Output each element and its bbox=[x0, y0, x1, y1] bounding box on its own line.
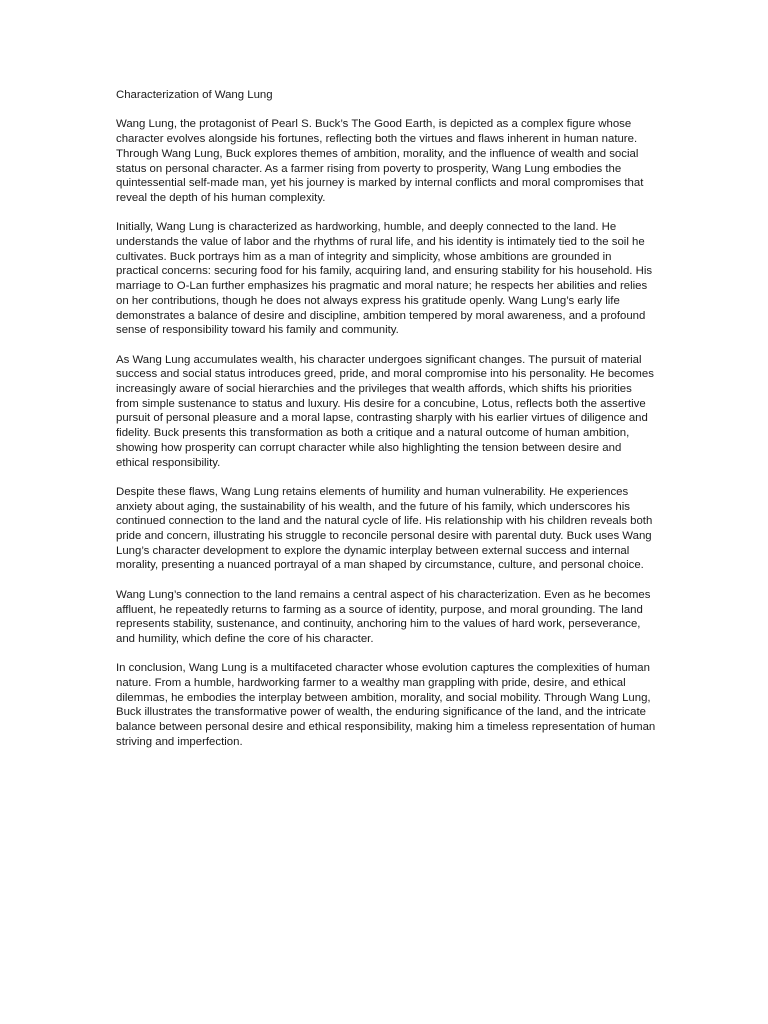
paragraph-6: In conclusion, Wang Lung is a multifaceted character whose evolution captures the complexities of human nature. From a humble, hardworking farmer to a wealthy man grappling with pride, desire, and ethical dilemmas, he embodies the interplay between ambition, morality, and social mobility. Through Wang Lung, Buck illustrates the transformative power of wealth, the enduring significance of the land, and the intricate balance between personal desire and ethical responsibility, making him a timeless representation of human striving and imperfection. bbox=[116, 662, 656, 748]
paragraph-5: Wang Lung’s connection to the land remains a central aspect of his characterization. Even as he becomes affluent, he repeatedly returns to farming as a source of identity, purpose, and moral grounding. The land represents stability, sustenance, and continuity, anchoring him to the values of hard work, perseverance, and humility, which define the core of his character. bbox=[116, 588, 651, 645]
paragraph-1: Wang Lung, the protagonist of Pearl S. Buck’s The Good Earth, is depicted as a complex figure whose character evolves alongside his fortunes, reflecting both the virtues and flaws inherent in human nature. Through Wang Lung, Buck explores themes of ambition, morality, and the influence of wealth and social status on personal character. As a farmer rising from poverty to prosperity, Wang Lung embodies the quintessential self-made man, yet his journey is marked by internal conflicts and moral compromises that reveal the depth of his human complexity. bbox=[116, 118, 644, 204]
document-title: Characterization of Wang Lung bbox=[116, 89, 273, 101]
paragraph-2: Initially, Wang Lung is characterized as hardworking, humble, and deeply connected to the land. He understands the value of labor and the rhythms of rural life, and his identity is intimately tied to the soil he cultivates. Buck portrays him as a man of integrity and simplicity, whose ambitions are grounded in practical concerns: securing food for his family, acquiring land, and ensuring stability for his household. His marriage to O-Lan further emphasizes his pragmatic and moral nature; he respects her abilities and relies on her contributions, though he does not always express his gratitude openly. Wang Lung’s early life demonstrates a balance of desire and discipline, ambition tempered by moral awareness, and a profound sense of responsibility toward his family and community. bbox=[116, 221, 653, 337]
paragraph-4: Despite these flaws, Wang Lung retains elements of humility and human vulnerability. He experiences anxiety about aging, the sustainability of his wealth, and the future of his family, which underscores his continued connection to the land and the natural cycle of life. His relationship with his children reveals both pride and concern, illustrating his struggle to reconcile personal desire with parental duty. Buck uses Wang Lung’s character development to explore the dynamic interplay between external success and internal morality, presenting a nuanced portrayal of a man shaped by circumstance, culture, and personal choice. bbox=[116, 485, 653, 572]
paragraph-3: As Wang Lung accumulates wealth, his character undergoes significant changes. The pursuit of material success and social status introduces greed, pride, and moral compromise into his personality. He becomes increasingly aware of social hierarchies and the privileges that wealth affords, which shifts his priorities from simple sustenance to status and luxury. His desire for a concubine, Lotus, reflects both the assertive pursuit of personal pleasure and a moral lapse, contrasting sharply with his earlier virtues of diligence and fidelity. Buck presents this transformation as both a critique and a natural outcome of human ambition, showing how prosperity can corrupt character while also highlighting the tension between desire and ethical responsibility. bbox=[116, 353, 654, 469]
document-page bbox=[116, 88, 656, 764]
